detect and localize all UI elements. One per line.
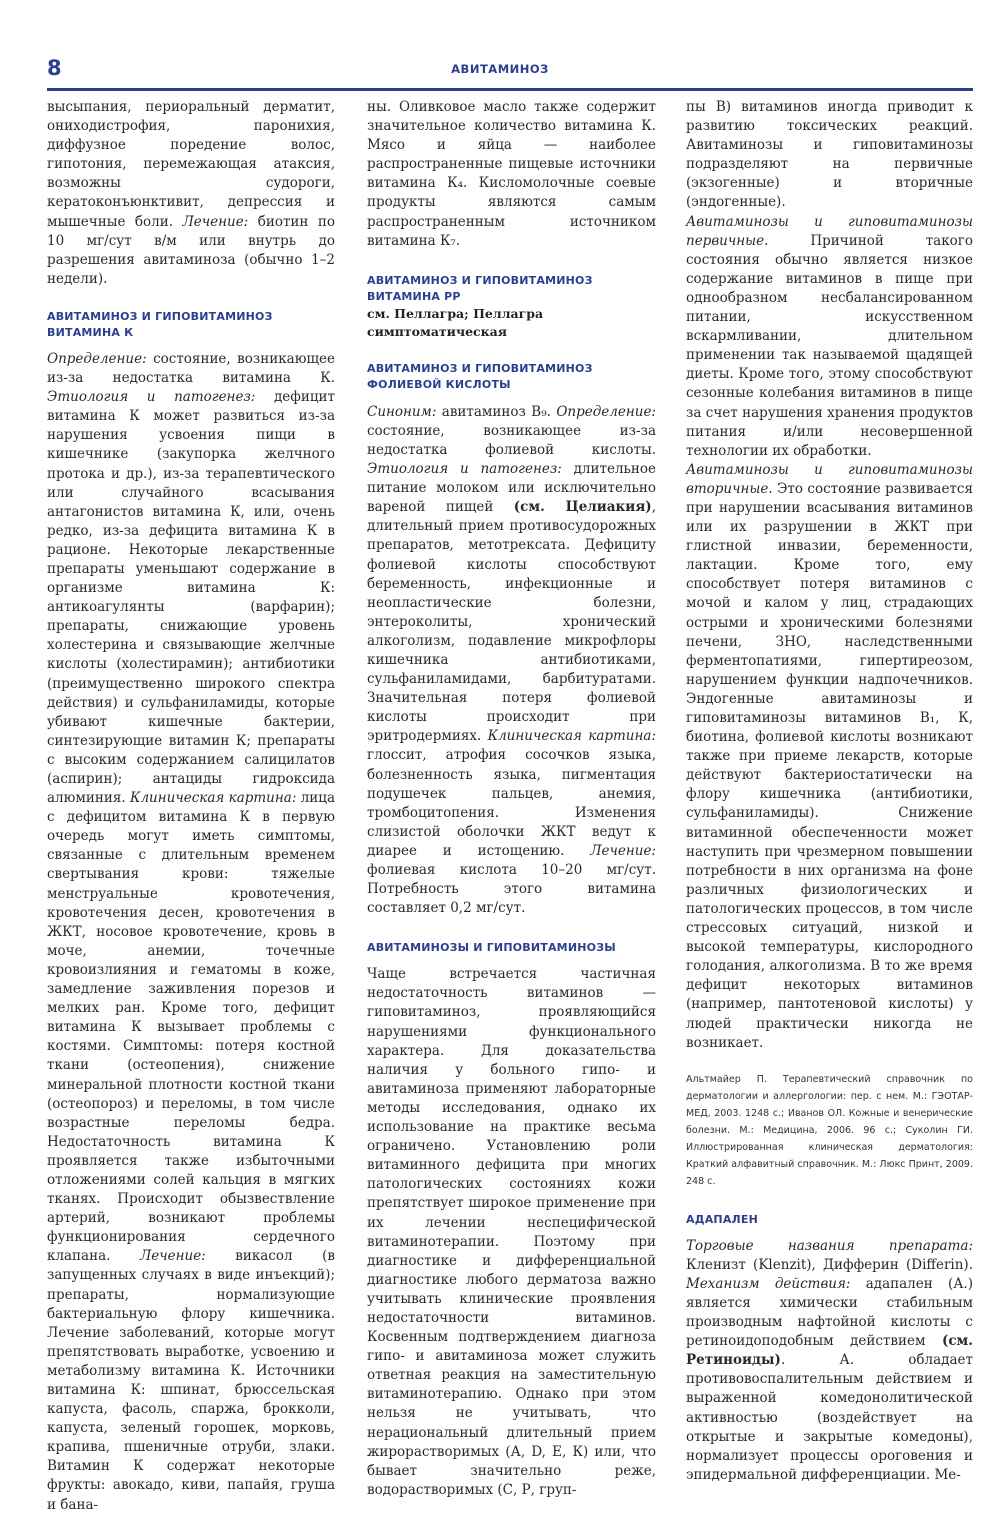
section-heading: АВИТАМИНОЗ И ГИПОВИТАМИНОЗ ФОЛИЕВОЙ КИСЛОТЫ: [367, 361, 593, 391]
references: Альтмайер П. Терапевтический справочник по дерматологии и аллергологии: пер. с нем. М.: ГЭОТАР-МЕД, 2003. 1248 с.; Иванов ОЛ. Кожные и венерические болезни. М.: Медицина, 2006. 96 с.; Суколин ГИ. Иллюстрированная клиническая дерматология: Краткий алфавитный справочник. М.: Люкс Принт, 2009. 248 с.: [686, 1073, 973, 1187]
section-heading: АВИТАМИНОЗ И ГИПОВИТАМИНОЗ ВИТАМИНА К: [47, 309, 273, 339]
paragraph: Синоним: авитаминоз В₉. Определение: состояние, возникающее из-за недостатка фолиевой кислоты. Этиология и патогенез: длительное питание молоком или исключительно вареной пищей (см. Целиакия), длительный прием противосудорожных препаратов, метотрексата. Дефициту фолиевой кислоты способствуют беременность, инфекционные и неопластические болезни, энтероколиты, хронический алкоголизм, подавление микрофлоры кишечника антибиотиками, сульфаниламидами, барбитуратами. Значительная потеря фолиевой кислоты происходит при эритродермиях. Клиническая картина: глоссит, атрофия сосочков языка, болезненность языка, пигментация подушечек пальцев, анемия, тромбоцитопения. Изменения слизистой оболочки ЖКТ ведут к диарее и истощению. Лечение: фолиевая кислота 10–20 мг/сут. Потребность этого витамина составляет 0,2 мг/сут.: [367, 403, 657, 917]
section-heading: АВИТАМИНОЗЫ И ГИПОВИТАМИНОЗЫ: [367, 941, 616, 955]
paragraph: Чаще встречается частичная недостаточность витаминов — гиповитаминоз, проявляющийся нарушениями функционального характера. Для доказательства наличия у больного гипо- и авитаминоза применяют лабораторные методы исследования, однако их использование на практике весьма ограничено. Установлению роли витаминного дефицита при многих патологических состояниях кожи препятствует широкое применение при их лечении неспецифической витаминотерапии. Поэтому при диагностике и дифференциальной диагностике любого дерматоза важно учитывать клинические проявления недостаточности витаминов. Косвенным подтверждением диагноза гипо- и авитаминоза может служить ответная реакция на заместительную витаминотерапию. Однако при этом нельзя не учитывать, что нерациональный длительный прием жирорастворимых (А, D, E, К) или, что бывает значительно реже, водорастворимых (С, Р, груп-: [367, 966, 656, 1498]
column-1: [47, 98, 335, 1515]
paragraph: пы В) витаминов иногда приводит к развитию токсических реакций. Авитаминозы и гиповитаминозы подразделяют на первичные (экзогенные) и вторичные (эндогенные).: [686, 99, 973, 211]
paragraph: Торговые названия препарата: Кленизт (Klenzit), Дифферин (Differin). Механизм действия: адапален (А.) является химически стабильным производным нафтойной кислоты с ретиноидоподобным действием (см. Ретиноиды). А. обладает противовоспалительным действием и выраженной комедонолитической активностью (воздействует на открытые и закрытые комедоны), нормализует процессы ороговения и эпидермальной дифференциации. Ме-: [686, 1237, 973, 1483]
cross-reference: см. Пеллагра; Пеллагра симптоматическая: [367, 305, 544, 339]
section-heading: АВИТАМИНОЗ И ГИПОВИТАМИНОЗ ВИТАМИНА РР: [367, 273, 593, 303]
section-heading: АДАПАЛЕН: [686, 1212, 758, 1226]
paragraph: высыпания, периоральный дерматит, ониходистрофия, паронихия, диффузное поредение волос, гипотония, перемежающая атаксия, возможны судороги, кератоконъюнктивит, депрессия и мышечные боли. Лечение: биотин по 10 мг/сут в/м или внутрь до разрешения авитаминоза (обычно 1–2 недели).: [47, 99, 335, 287]
page-number: 8: [47, 56, 62, 80]
paragraph: Определение: состояние, возникающее из-за недостатка витамина К. Этиология и патогенез: дефицит витамина К может развиться из-за нарушения усвоения пищи в кишечнике (закупорка желчного протока и др.), из-за терапевтического или случайного всасывания антагонистов витамина К, или, очень редко, из-за дефицита витамина К в рационе. Некоторые лекарственные препараты уменьшают содержание в организме витамина К: антикоагулянты (варфарин); препараты, снижающие уровень холестерина и связывающие желчные кислоты (холестирамин); антибиотики (преимущественно широкого спектра действия) и сульфаниламиды, которые убивают кишечные бактерии, синтезирующие витамин К; препараты с высоким содержанием салицилатов (аспирин); антациды гидроксида алюминия. Клиническая картина: лица с дефицитом витамина К в первую очередь могут иметь симптомы, связанные с длительным временем свертывания крови: тяжелые менструальные кровотечения, кровотечения десен, кровотечения в ЖКТ, носовое кровотечение, кровь в моче, анемии, точечные кровоизлияния и гематомы в коже, замедление заживления порезов и мелких ран. Кроме того, дефицит витамина К вызывает проблемы с костями. Симптомы: потеря костной ткани (остеопения), снижение минеральной плотности костной ткани (остеопороз) и переломы, в том числе возрастные переломы бедра. Недостаточность витамина К проявляется также избыточными отложениями солей кальция в мягких тканях. Происходит обызвествление артерий, возникают проблемы функционирования сердечного клапана. Лечение: викасол (в запущенных случаях в виде инъекций); препараты, нормализующие бактериальную флору кишечника. Лечение заболеваний, которые могут препятствовать выработке, усвоению и метаболизму витамина К. Источники витамина К: шпинат, брюссельская капуста, фасоль, спаржа, брокколи, капуста, зеленый горошек, морковь, крапива, пшеничные отруби, злаки. Витамин К содержат некоторые фрукты: авокадо, киви, папайя, груша и бана-: [47, 350, 335, 1513]
column-2: [367, 98, 656, 1500]
paragraph: Авитаминозы и гиповитаминозы вторичные. Это состояние развивается при нарушении всасывания витаминов или их разрушении в ЖКТ при глистной инвазии, беременности, лактации. Кроме того, ему способствует потеря витаминов с мочой и калом у лиц, страдающих острыми и хроническими болезнями печени, ЗНО, наследственными ферментопатиями, гипертиреозом, нарушением функции надпочечников. Эндогенные авитаминозы и гиповитаминозы витаминов В₁, К, биотина, фолиевой кислоты возникают также при приеме лекарств, которые действуют бактериостатически на флору кишечника (антибиотики, сульфаниламиды). Снижение витаминной обеспеченности может наступить при чрезмерном повышении потребности в них организма на фоне различных физиологических и патологических процессов, в том числе стрессовых ситуаций, низкой и высокой температуры, кислородного голодания, алкоголизма. В то же время дефицит некоторых витаминов (например, пантотеновой кислоты) у людей практически никогда не возникает.: [686, 461, 973, 1051]
running-title: АВИТАМИНОЗ: [451, 62, 549, 76]
paragraph: Авитаминозы и гиповитаминозы первичные. Причиной такого состояния обычно является низкое содержание витаминов в пище при однообразном несбалансированном питании, искусственном вскармливании, длительном применении так называемой щадящей диеты. Кроме того, этому способствуют сезонные колебания витаминов в пище за счет нарушения хранения продуктов питания и/или несовершенной технологии их обработки.: [686, 213, 973, 459]
column-3: [686, 98, 973, 1485]
header-rule: [47, 88, 973, 91]
paragraph: ны. Оливковое масло также содержит значительное количество витамина К. Мясо и яйца — наиболее распространенные пищевые источники витамина К₄. Кисломолочные соевые продукты являются самым распространенным источником витамина К₇.: [367, 99, 656, 249]
page-header: [0, 0, 1000, 90]
